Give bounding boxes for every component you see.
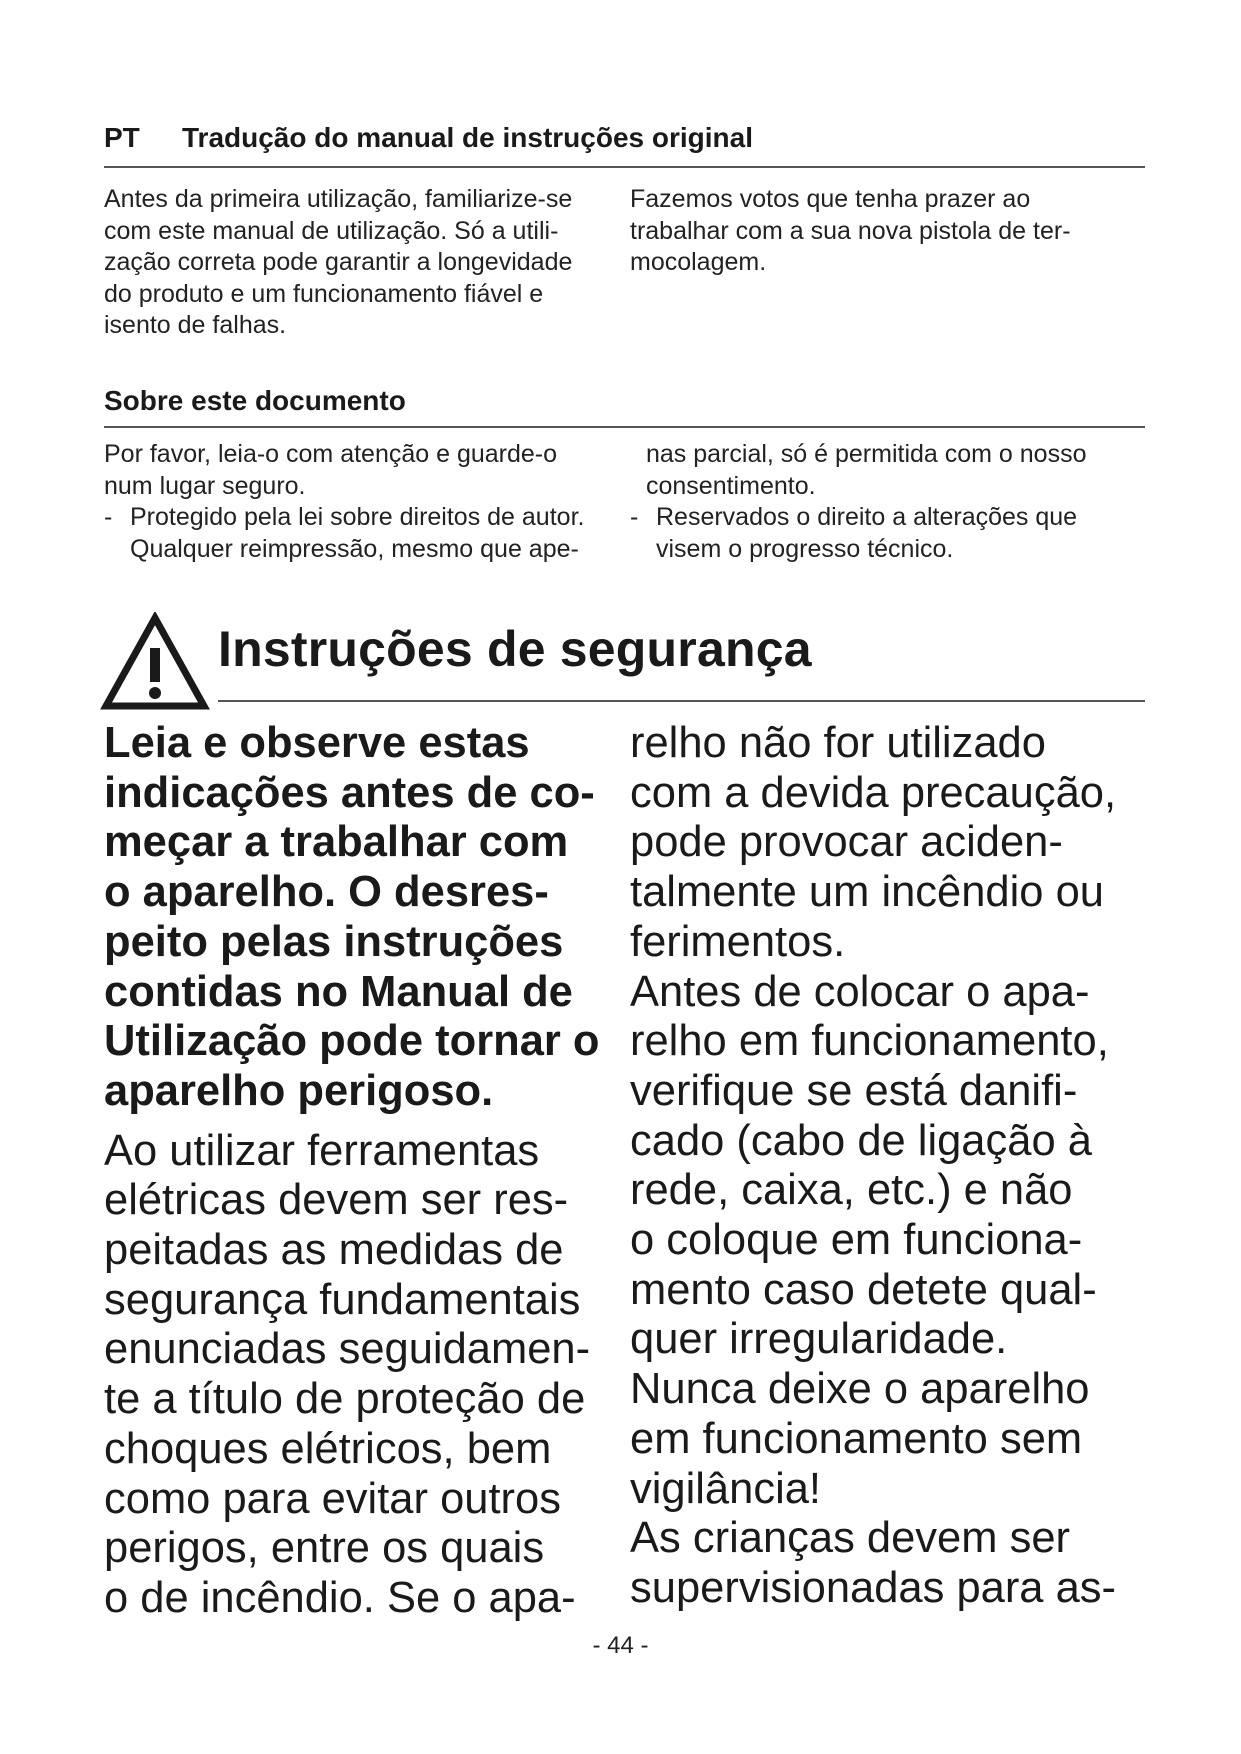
safety-left [104, 719, 624, 1624]
document-rule [104, 426, 1145, 428]
safety-text-line: talmente um incêndio ou [630, 868, 1104, 917]
safety-text-line: pode provocar aciden- [630, 818, 1063, 867]
safety-text-line: cado (cabo de ligação à [630, 1116, 1092, 1165]
safety-text-line: com a devida precaução, [630, 768, 1117, 817]
header-rule [104, 166, 1145, 168]
safety-text-line: supervisionadas para as- [630, 1563, 1117, 1612]
safety-text-line: relho não for utilizado [630, 719, 1046, 767]
safety-text-line: Ao utilizar ferramentas [104, 1126, 540, 1175]
safety-text-line: o de incêndio. Se o apa- [104, 1573, 576, 1622]
document-right-line: nas parcial, só é permitida com o nosso [646, 440, 1087, 468]
language-code: PT [104, 122, 140, 153]
bullet-copyright [104, 502, 634, 565]
safety-bold-line: Utilização pode tornar o [104, 1017, 600, 1066]
bullet-line: visem o progresso técnico. [656, 534, 954, 563]
intro-right-line: Fazemos votos que tenha prazer ao [630, 185, 1031, 213]
safety-rule [218, 700, 1145, 702]
document-left [104, 439, 634, 565]
safety-text-line: perigos, entre os quais [104, 1524, 545, 1573]
bullet-line: Reservados o direito a alterações que [656, 503, 1078, 531]
safety-text-line: As crianças devem ser [630, 1514, 1070, 1563]
safety-text-line: Antes de colocar o apa- [630, 967, 1090, 1016]
safety-text-line: relho em funcionamento, [630, 1017, 1109, 1066]
bullet-reserved [630, 502, 1150, 565]
intro-left-line: com este manual de utilização. Só a utili- [104, 216, 559, 245]
safety-right [630, 719, 1150, 1614]
document-left-line: Por favor, leia-o com atenção e guarde-o [104, 440, 558, 468]
safety-text-line: mento caso detete qual- [630, 1265, 1097, 1314]
bullet-dash: - [630, 503, 639, 531]
safety-bold-line: o aparelho. O desres- [104, 868, 549, 917]
intro-left-line: zação correta pode garantir a longevidade [104, 248, 573, 276]
safety-bold-line: indicações antes de co- [104, 768, 595, 817]
safety-bold-line: Leia e observe estas [104, 719, 530, 767]
document-right [630, 439, 1150, 565]
section-title-safety: Instruções de segurança [218, 621, 812, 677]
safety-text-line: choques elétricos, bem [104, 1424, 552, 1473]
safety-bold-line: meçar a trabalhar com [104, 818, 569, 867]
document-right-line: consentimento. [646, 471, 816, 500]
safety-text-line: ferimentos. [630, 917, 846, 966]
document-left-line: num lugar seguro. [104, 471, 306, 500]
page-number: - 44 - [592, 1632, 649, 1659]
safety-text-line: verifique se está danifi- [630, 1066, 1078, 1115]
intro-left [104, 184, 624, 342]
safety-text-line: vigilância! [630, 1464, 822, 1513]
safety-text-line: em funcionamento sem [630, 1414, 1083, 1463]
safety-text-line: como para evitar outros [104, 1474, 561, 1523]
bullet-line: Protegido pela lei sobre direitos de autor. [130, 503, 585, 531]
safety-text-line: quer irregularidade. [630, 1315, 1008, 1364]
header-title: Tradução do manual de instruções original [182, 122, 754, 153]
safety-text-line: Nunca deixe o aparelho [630, 1365, 1090, 1414]
safety-text-line: te a título de proteção de [104, 1375, 586, 1424]
page-header [104, 122, 1144, 154]
safety-bold-line: contidas no Manual de [104, 967, 573, 1016]
intro-left-line: Antes da primeira utilização, familiarize-se [104, 185, 573, 213]
safety-text-line: elétricas devem ser res- [104, 1176, 569, 1225]
safety-bold-line: peito pelas instruções [104, 917, 564, 966]
intro-right [630, 184, 1150, 279]
safety-text-line: segurança fundamentais [104, 1275, 581, 1324]
intro-right-line: mocolagem. [630, 248, 767, 276]
intro-left-line: isento de falhas. [104, 311, 287, 339]
safety-text-line: rede, caixa, etc.) e não [630, 1166, 1073, 1215]
intro-left-line: do produto e um funcionamento fiável e [104, 279, 544, 308]
section-title-document: Sobre este documento [104, 385, 406, 416]
warning-triangle-icon [100, 612, 210, 712]
safety-bold-line: aparelho perigoso. [104, 1066, 494, 1115]
safety-text-line: o coloque em funciona- [630, 1216, 1083, 1265]
safety-text-line: peitadas as medidas de [104, 1226, 564, 1275]
bullet-line: Qualquer reimpressão, mesmo que ape- [130, 534, 579, 563]
bullet-dash: - [104, 503, 113, 531]
intro-right-line: trabalhar com a sua nova pistola de ter- [630, 216, 1071, 245]
safety-text-line: enunciadas seguidamen- [104, 1325, 591, 1374]
